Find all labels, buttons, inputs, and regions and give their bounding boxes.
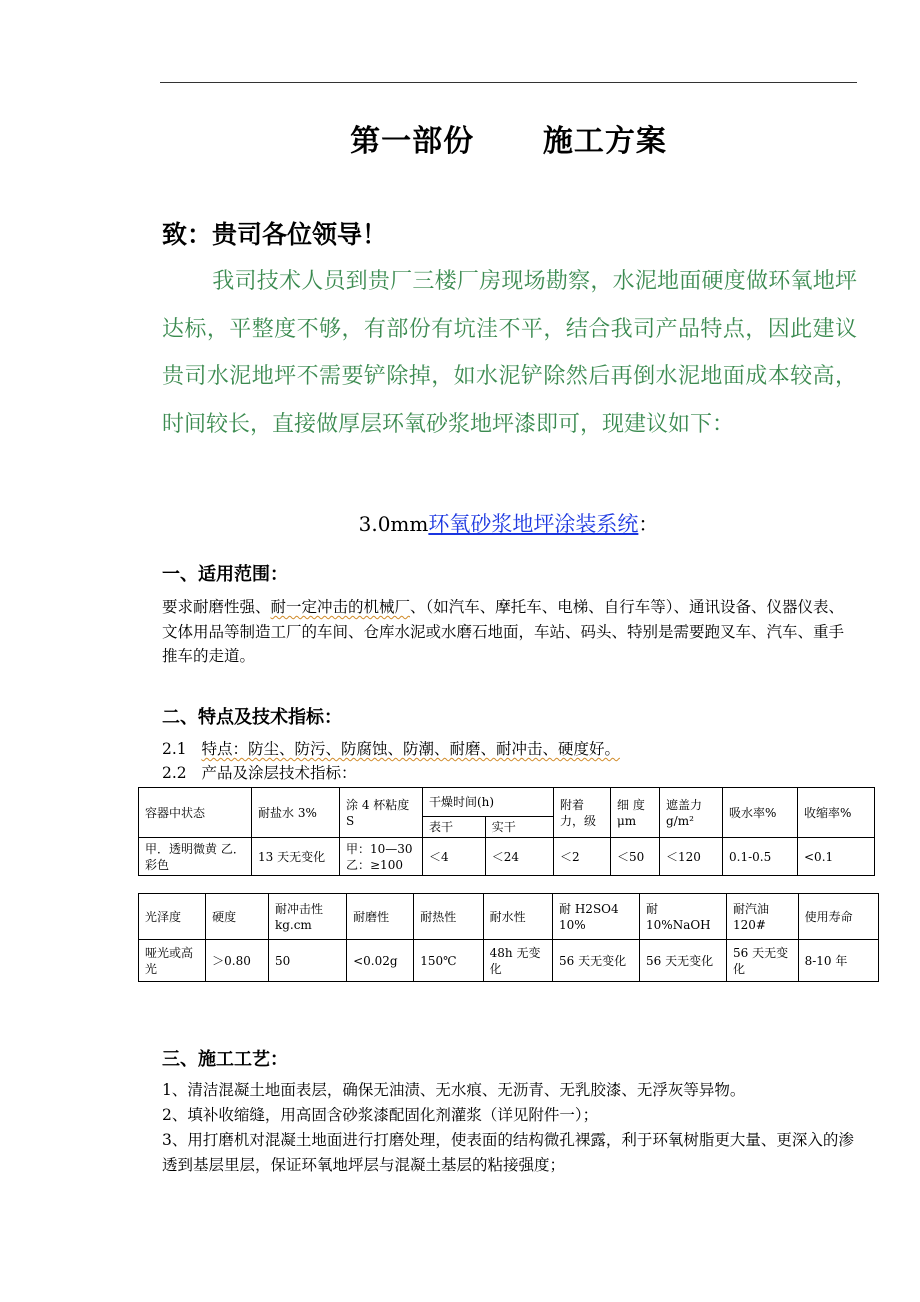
t1-r-fineness: ＜50	[611, 838, 660, 876]
t1-r-state: 甲．透明微黄 乙．彩色	[139, 838, 252, 876]
t1-r-water: 0.1-0.5	[723, 838, 798, 876]
section1-heading: 一、适用范围：	[162, 564, 288, 585]
t2-r-hardness: ＞0.80	[206, 940, 269, 982]
item1-text: 特点：防尘、防污、防腐蚀、防潮、耐磨、耐冲击、硬度好。	[201, 740, 620, 758]
t2-h-life: 使用寿命	[798, 894, 878, 940]
t2-h-heat: 耐热性	[414, 894, 483, 940]
t2-h-gloss: 光泽度	[139, 894, 206, 940]
item2-text: 产品及涂层技术指标：	[201, 764, 357, 782]
t1-h-adhesion: 附着力，级	[554, 788, 611, 838]
t1-h-cover	[660, 788, 723, 838]
page-title: 第一部份 施工方案	[350, 124, 667, 159]
t2-r-alkali: 56 天无变化	[640, 940, 727, 982]
intro-text: 我司技术人员到贵厂三楼厂房现场勘察，水泥地面硬度做环氧地坪达标，平整度不够，有部份有坑洼不平，结合我司产品特点，因此建议贵司水泥地坪不需要铲除掉，如水泥铲除然后再倒水泥地面成本较高，时间较长，直接做厚层环氧砂浆地坪漆即可，现建议如下：	[162, 269, 857, 437]
t2-h-acid: 耐 H2SO4 10%	[553, 894, 640, 940]
section3-heading: 三、施工工艺：	[162, 1049, 288, 1070]
t2-r-gloss: 哑光或高光	[139, 940, 206, 982]
t1-r-shrink: <0.1	[798, 838, 875, 876]
t1-h-cover-text: 遮盖力 g/m²	[666, 797, 703, 828]
t2-h-waterres: 耐水性	[483, 894, 552, 940]
t2-h-alkali: 耐 10%NaOH	[640, 894, 727, 940]
t2-r-acid: 56 天无变化	[553, 940, 640, 982]
t2-h-impact: 耐冲击性 kg.cm	[268, 894, 346, 940]
intro-paragraph	[162, 258, 857, 448]
spec-table-1	[138, 787, 875, 876]
t2-h-abrasion: 耐磨性	[347, 894, 414, 940]
t1-h-shrink: 收缩率%	[798, 788, 875, 838]
section1-text-c: 、（如汽车、摩托车、电梯、自行车等）、通讯设备、仪器仪表、文体用品等制造工厂的车间、仓库水泥或水磨石地面，车站、码头、特别是需要跑叉车、汽车、重手推车的走道。	[162, 598, 845, 665]
section1-text-spellmark: 耐一定冲击的机械厂	[270, 598, 411, 616]
system-title	[160, 508, 857, 538]
t2-r-heat: 150℃	[414, 940, 483, 982]
section3-step2: 2、填补收缩缝，用高固含砂浆漆配固化剂灌浆（详见附件一）；	[162, 1106, 599, 1124]
t2-r-gasoline: 56 天无变化	[727, 940, 799, 982]
section2-heading: 二、特点及技术指标：	[162, 707, 342, 728]
t2-r-abrasion: <0.02g	[347, 940, 414, 982]
section1-text	[162, 595, 857, 669]
t1-r-dry-surface: ＜4	[423, 838, 486, 876]
t1-r-visc: 甲：10—30 乙：≥100	[340, 838, 423, 876]
t1-r-dry-hard: ＜24	[485, 838, 553, 876]
section2-item2	[162, 762, 857, 784]
section1-text-a: 要求耐磨性强、	[162, 598, 271, 616]
t2-h-hardness: 硬度	[206, 894, 269, 940]
t1-h-salt: 耐盐水 3%	[252, 788, 340, 838]
section2-item1	[162, 738, 857, 760]
t1-h-fineness: 细 度 μm	[611, 788, 660, 838]
system-suffix: ：	[638, 512, 659, 536]
item2-number: 2.2	[162, 764, 187, 782]
section3-step1: 1、清洁混凝土地面表层，确保无油渍、无水痕、无沥青、无乳胶漆、无浮灰等异物。	[162, 1081, 746, 1099]
t2-r-life: 8-10 年	[798, 940, 878, 982]
t1-h-state: 容器中状态	[139, 788, 252, 838]
t1-h-dry-surface: 表干	[423, 817, 486, 838]
header-rule	[160, 82, 857, 83]
t2-r-waterres: 48h 无变化	[483, 940, 552, 982]
t1-h-visc: 涂 4 杯粘度 S	[340, 788, 423, 838]
system-thickness: 3.0mm	[358, 512, 429, 536]
item1-number: 2.1	[162, 740, 187, 758]
spec-table-2	[138, 893, 879, 982]
t1-r-adhesion: ＜2	[554, 838, 611, 876]
t1-h-dry: 干燥时间(h)	[423, 788, 554, 817]
t1-h-water: 吸水率%	[723, 788, 798, 838]
t1-r-salt: 13 天无变化	[252, 838, 340, 876]
section3-step3: 3、用打磨机对混凝土地面进行打磨处理，使表面的结构微孔裸露，利于环氧树脂更大量、更深入的渗透到基层里层，保证环氧地坪层与混凝土基层的粘接强度；	[162, 1131, 854, 1174]
salutation: 致：贵司各位领导！	[162, 220, 388, 249]
t1-h-dry-hard: 实干	[485, 817, 553, 838]
t1-r-cover: ＜120	[660, 838, 723, 876]
t2-h-gasoline: 耐汽油 120#	[727, 894, 799, 940]
system-link[interactable]: 环氧砂浆地坪涂装系统	[428, 512, 639, 536]
t2-r-impact: 50	[268, 940, 346, 982]
